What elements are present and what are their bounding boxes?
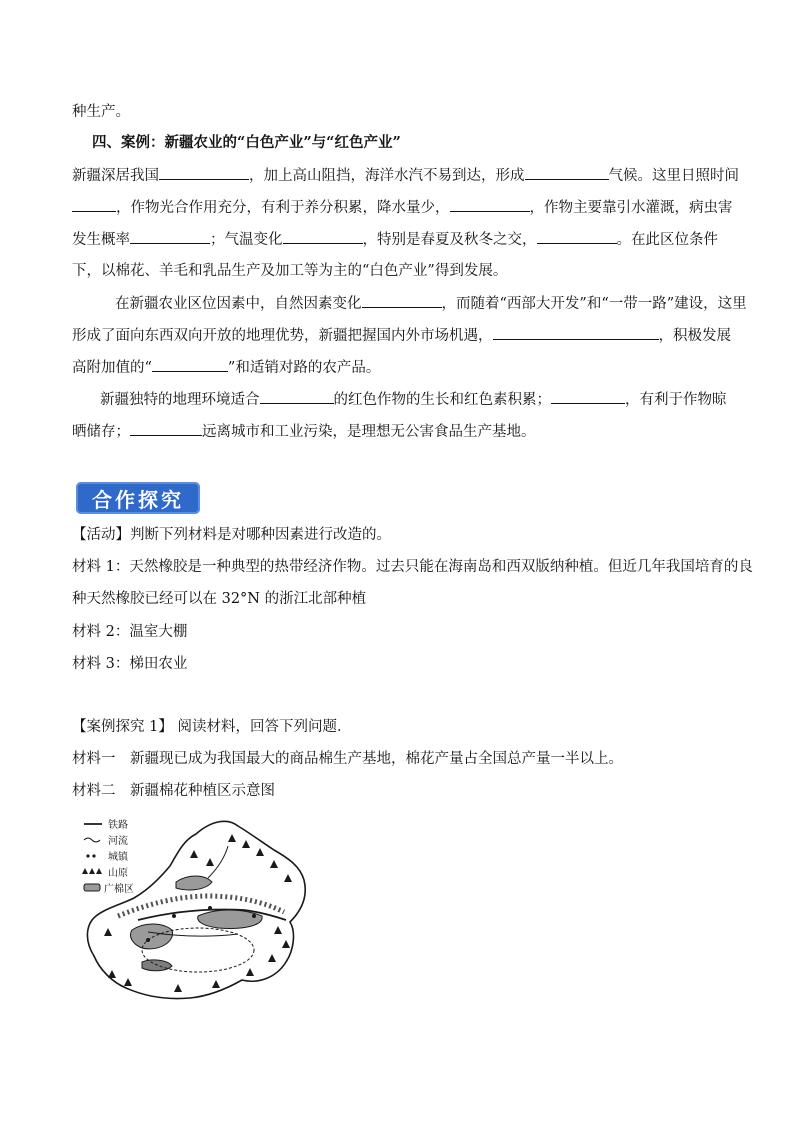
activity-title: 【活动】判断下列材料是对哪种因素进行改造的。 xyxy=(72,527,391,543)
text: ，有利于作物晾 xyxy=(625,392,727,408)
text: 晒储存； xyxy=(72,424,130,440)
cotton-legend-icon xyxy=(84,884,100,891)
legend-label: 铁路 xyxy=(108,820,128,831)
paragraph-line xyxy=(100,389,727,410)
fill-blank[interactable] xyxy=(450,197,530,212)
text: ，特别是春夏及秋冬之交， xyxy=(362,232,537,248)
material-1-line: 材料 1：天然橡胶是一种典型的热带经济作物。过去只能在海南岛和西双版纳种植。但近几年我国培育的良 xyxy=(72,559,753,575)
case-material-1: 材料一 新疆现已成为我国最大的商品棉生产基地，棉花产量占全国总产量一半以上。 xyxy=(72,751,623,767)
paragraph-line xyxy=(72,357,380,378)
fill-blank[interactable] xyxy=(525,165,609,180)
legend-label: 广棉区 xyxy=(104,884,134,895)
fill-blank[interactable] xyxy=(152,357,228,372)
material-3: 材料 3：梯田农业 xyxy=(72,656,188,672)
case-title: 【案例探究 1】 阅读材料，回答下列问题． xyxy=(72,719,352,735)
text: 高附加值的“ xyxy=(72,360,152,376)
fill-blank[interactable] xyxy=(159,165,249,180)
text: 新疆深居我国 xyxy=(72,168,159,184)
xinjiang-cotton-map xyxy=(78,812,310,1006)
fill-blank[interactable] xyxy=(130,229,210,244)
text: 的红色作物的生长和红色素积累； xyxy=(333,392,551,408)
fill-blank[interactable] xyxy=(551,389,625,404)
text: 。在此区位条件 xyxy=(616,232,718,248)
text: ，作物主要靠引水灌溉，病虫害 xyxy=(529,200,733,216)
cotton-area xyxy=(176,876,212,890)
text: ；气温变化 xyxy=(210,232,283,248)
fill-blank[interactable] xyxy=(537,229,617,244)
text: 气候。这里日照时间 xyxy=(608,168,739,184)
text: ”和适销对路的农产品。 xyxy=(227,360,381,376)
fill-blank[interactable] xyxy=(362,293,442,308)
text: ，加上高山阻挡，海洋水汽不易到达，形成 xyxy=(249,168,525,184)
legend-label: 河流 xyxy=(108,836,128,847)
fill-blank[interactable] xyxy=(72,197,116,212)
legend-label: 城镇 xyxy=(108,852,128,863)
case-material-2: 材料二 新疆棉花种植区示意图 xyxy=(72,783,275,799)
fill-blank[interactable] xyxy=(493,325,659,340)
mountain-legend-icon xyxy=(82,868,102,874)
material-1-line: 种天然橡胶已经可以在 32°N 的浙江北部种植 xyxy=(72,591,367,607)
river-legend-icon xyxy=(84,838,100,842)
text: ，积极发展 xyxy=(658,328,731,344)
text-line: 种生产。 xyxy=(72,104,130,120)
cotton-area xyxy=(130,924,172,949)
city-legend-icon xyxy=(86,854,89,857)
fill-blank[interactable] xyxy=(283,229,363,244)
fill-blank[interactable] xyxy=(260,389,334,404)
text: ，作物光合作用充分，有利于养分积累，降水量少， xyxy=(116,200,450,216)
text: 形成了面向东西双向开放的地理优势，新疆把握国内外市场机遇， xyxy=(72,328,493,344)
paragraph-line xyxy=(72,325,731,346)
material-2: 材料 2：温室大棚 xyxy=(72,624,188,640)
text: 新疆独特的地理环境适合 xyxy=(100,392,260,408)
text: 在新疆农业区位因素中，自然因素变化 xyxy=(115,296,362,312)
text: ，而随着“西部大开发”和“一带一路”建设，这里 xyxy=(441,296,747,312)
fill-blank[interactable] xyxy=(130,421,202,436)
section-heading: 四、案例：新疆农业的“白色产业”与“红色产业” xyxy=(92,134,401,151)
legend-label: 山原 xyxy=(108,868,128,879)
text: 远离城市和工业污染，是理想无公害食品生产基地。 xyxy=(202,424,536,440)
paragraph-line xyxy=(72,165,739,186)
map-legend xyxy=(82,818,134,895)
paragraph-line xyxy=(72,421,536,442)
paragraph-line xyxy=(115,293,747,314)
text: 发生概率 xyxy=(72,232,130,248)
cotton-area xyxy=(198,910,262,929)
paragraph-line xyxy=(72,197,733,218)
section-badge: 合作探究 xyxy=(76,482,200,514)
paragraph-line xyxy=(72,229,718,250)
paragraph-line: 下，以棉花、羊毛和乳品生产及加工等为主的“白色产业”得到发展。 xyxy=(72,263,508,279)
